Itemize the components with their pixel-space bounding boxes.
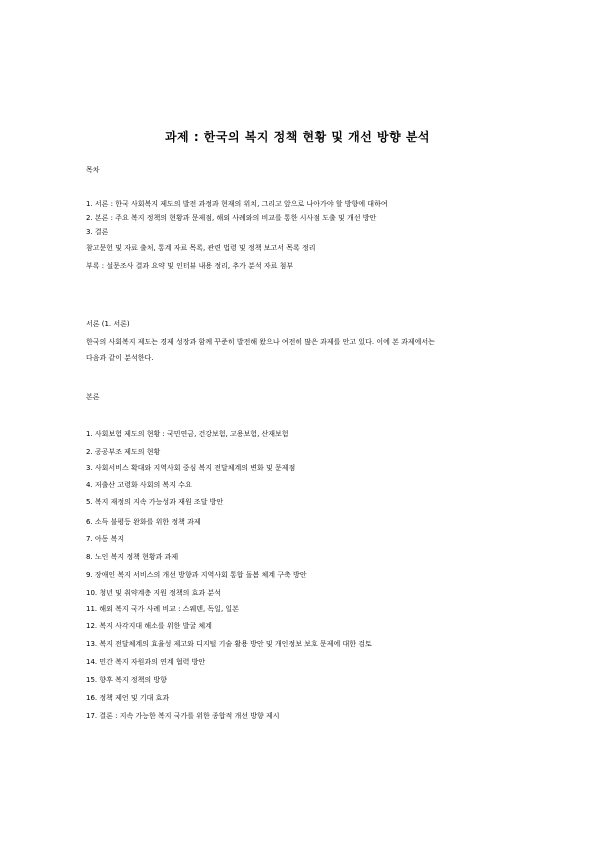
intro-paragraph-line: 한국의 사회복지 제도는 경제 성장과 함께 꾸준히 발전해 왔으나 여전히 많은 과제를 안고 있다. 이에 본 과제에서는 (86, 338, 435, 346)
document-title: 과제 : 한국의 복지 정책 현황 및 개선 방향 분석 (164, 130, 431, 144)
list-item: 14. 민간 복지 자원과의 연계 협력 방안 (86, 658, 206, 666)
list-item: 6. 소득 불평등 완화를 위한 정책 과제 (86, 518, 201, 526)
list-item: 5. 복지 재정의 지속 가능성과 재원 조달 방안 (86, 498, 224, 506)
intro-line: 참고문헌 및 자료 출처, 통계 자료 목록, 관련 법령 및 정책 보고서 목록 정리 (86, 244, 316, 252)
list-item: 8. 노인 복지 정책 현황과 과제 (86, 553, 179, 561)
section-heading-toc: 목차 (86, 166, 100, 174)
list-item: 4. 저출산 고령화 사회의 복지 수요 (86, 481, 192, 489)
list-item: 17. 결론 : 지속 가능한 복지 국가를 위한 종합적 개선 방향 제시 (86, 712, 280, 720)
list-item: 10. 청년 및 취약계층 지원 정책의 효과 분석 (86, 589, 221, 597)
list-item: 3. 사회서비스 확대와 지역사회 중심 복지 전달체계의 변화 및 문제점 (86, 464, 296, 472)
section-heading-intro: 서론 (1. 서론) (86, 320, 130, 328)
list-item: 2. 공공부조 제도의 현황 (86, 448, 161, 456)
list-item: 16. 정책 제언 및 기대 효과 (86, 694, 170, 702)
intro-line: 3. 결론 (86, 228, 109, 236)
intro-paragraph-line: 다음과 같이 분석한다. (86, 354, 154, 362)
intro-line: 2. 본론 : 주요 복지 정책의 현황과 문제점, 해외 사례와의 비교를 통한 시사점 도출 및 개선 방안 (86, 214, 377, 222)
list-item: 12. 복지 사각지대 해소를 위한 발굴 체계 (86, 622, 212, 630)
section-heading-body: 본론 (86, 393, 100, 401)
list-item: 1. 사회보험 제도의 현황 : 국민연금, 건강보험, 고용보험, 산재보험 (86, 430, 289, 438)
intro-line: 부록 : 설문조사 결과 요약 및 인터뷰 내용 정리, 추가 분석 자료 첨부 (86, 262, 294, 270)
intro-line: 1. 서론 : 한국 사회복지 제도의 발전 과정과 현재의 위치, 그리고 앞으로 나아가야 할 방향에 대하여 (86, 200, 388, 208)
list-item: 9. 장애인 복지 서비스의 개선 방향과 지역사회 통합 돌봄 체계 구축 방안 (86, 571, 307, 579)
list-item: 15. 향후 복지 정책의 방향 (86, 676, 167, 684)
list-item: 7. 아동 복지 (86, 535, 125, 543)
list-item: 13. 복지 전달체계의 효율성 제고와 디지털 기술 활용 방안 및 개인정보 보호 문제에 대한 검토 (86, 640, 372, 648)
list-item: 11. 해외 복지 국가 사례 비교 : 스웨덴, 독일, 일본 (86, 605, 239, 613)
